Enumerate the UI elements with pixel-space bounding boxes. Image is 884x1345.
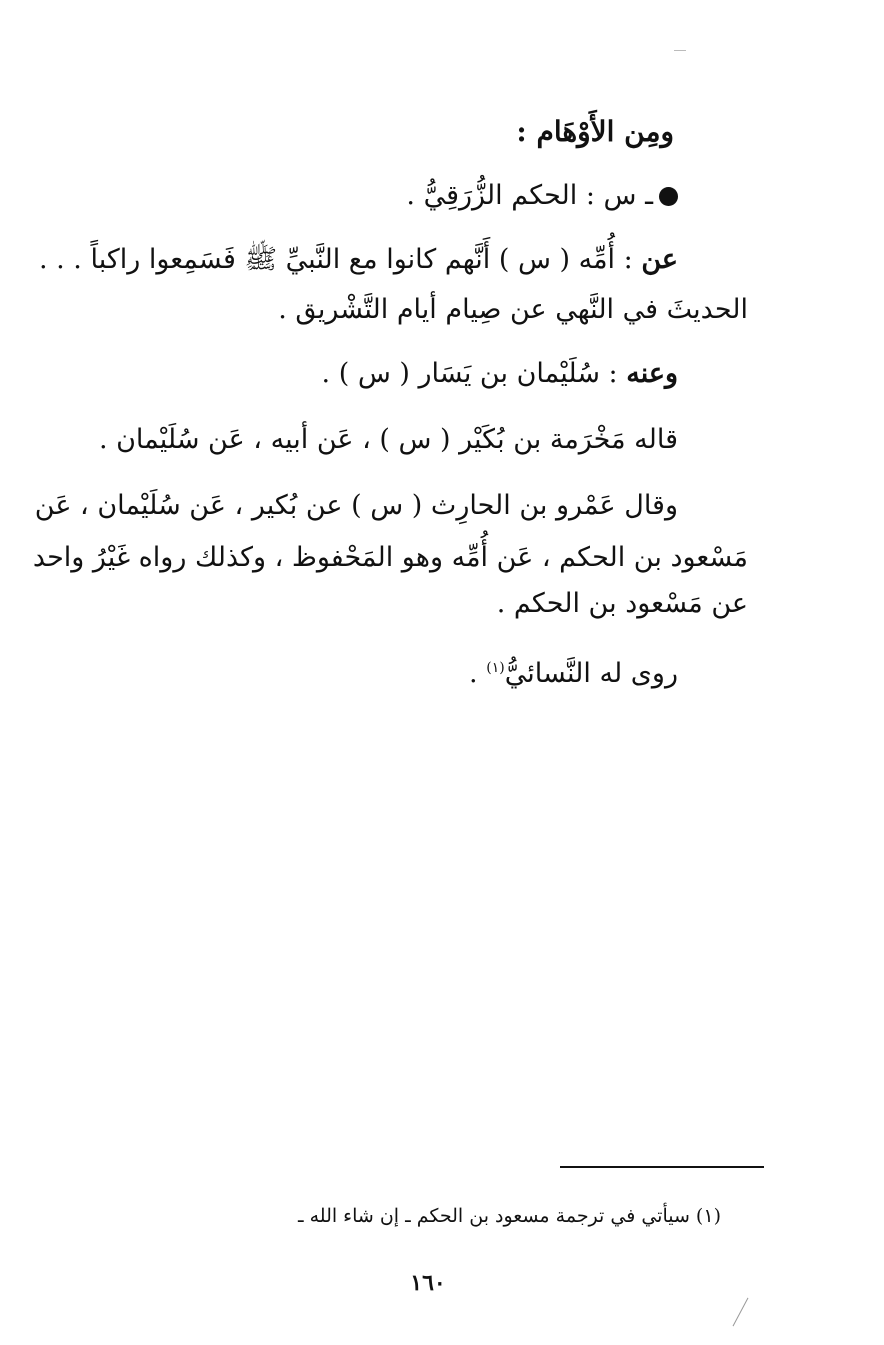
entry-code: ـ س : <box>585 180 653 211</box>
wanhu-text: : سُلَيْمان بن يَسَار ( س ) . <box>321 358 618 389</box>
entry-line <box>406 176 678 216</box>
bullet-icon <box>659 187 678 206</box>
an-line <box>38 240 678 280</box>
scan-mark-bottom <box>733 1298 749 1327</box>
an-text: : أُمِّه ( س ) أَنَّهم كانوا مع النَّبيِّ ﷺ فَسَمِعوا راكباً . . . <box>38 244 633 275</box>
rawa-end: . <box>469 658 478 689</box>
footnote-ref: (١) <box>486 660 505 676</box>
rawa-text: روى له النَّسائيُّ <box>504 658 678 689</box>
section-heading: ومِن الأَوْهَام : <box>516 115 674 148</box>
an-label: عن <box>641 244 678 275</box>
rawa-line <box>469 648 678 694</box>
page-number: ١٦٠ <box>410 1270 446 1296</box>
hadith-line: الحديثَ في النَّهي عن صِيام أيام التَّشْريق . <box>278 294 748 325</box>
wa-qala-line-1: وقال عَمْرو بن الحارِث ( س ) عن بُكير ، عَن سُلَيْمان ، عَن <box>34 490 678 521</box>
wa-qala-line-3: عن مَسْعود بن الحكم . <box>496 588 748 619</box>
footnote-text: (١) سيأتي في ترجمة مسعود بن الحكم ـ إن شاء الله ـ <box>297 1205 721 1227</box>
qala-line: قاله مَخْرَمة بن بُكَيْر ( س ) ، عَن أبيه ، عَن سُلَيْمان . <box>98 424 678 455</box>
entry-name: الحكم الزُّرَقِيُّ . <box>406 180 578 211</box>
scan-mark <box>674 50 686 51</box>
footnote-divider <box>560 1166 764 1168</box>
wanhu-line <box>322 354 678 394</box>
wanhu-label: وعنه <box>626 358 678 389</box>
wa-qala-line-2: مَسْعود بن الحكم ، عَن أُمِّه وهو المَحْفوظ ، وكذلك رواه غَيْرُ واحد <box>32 542 748 573</box>
